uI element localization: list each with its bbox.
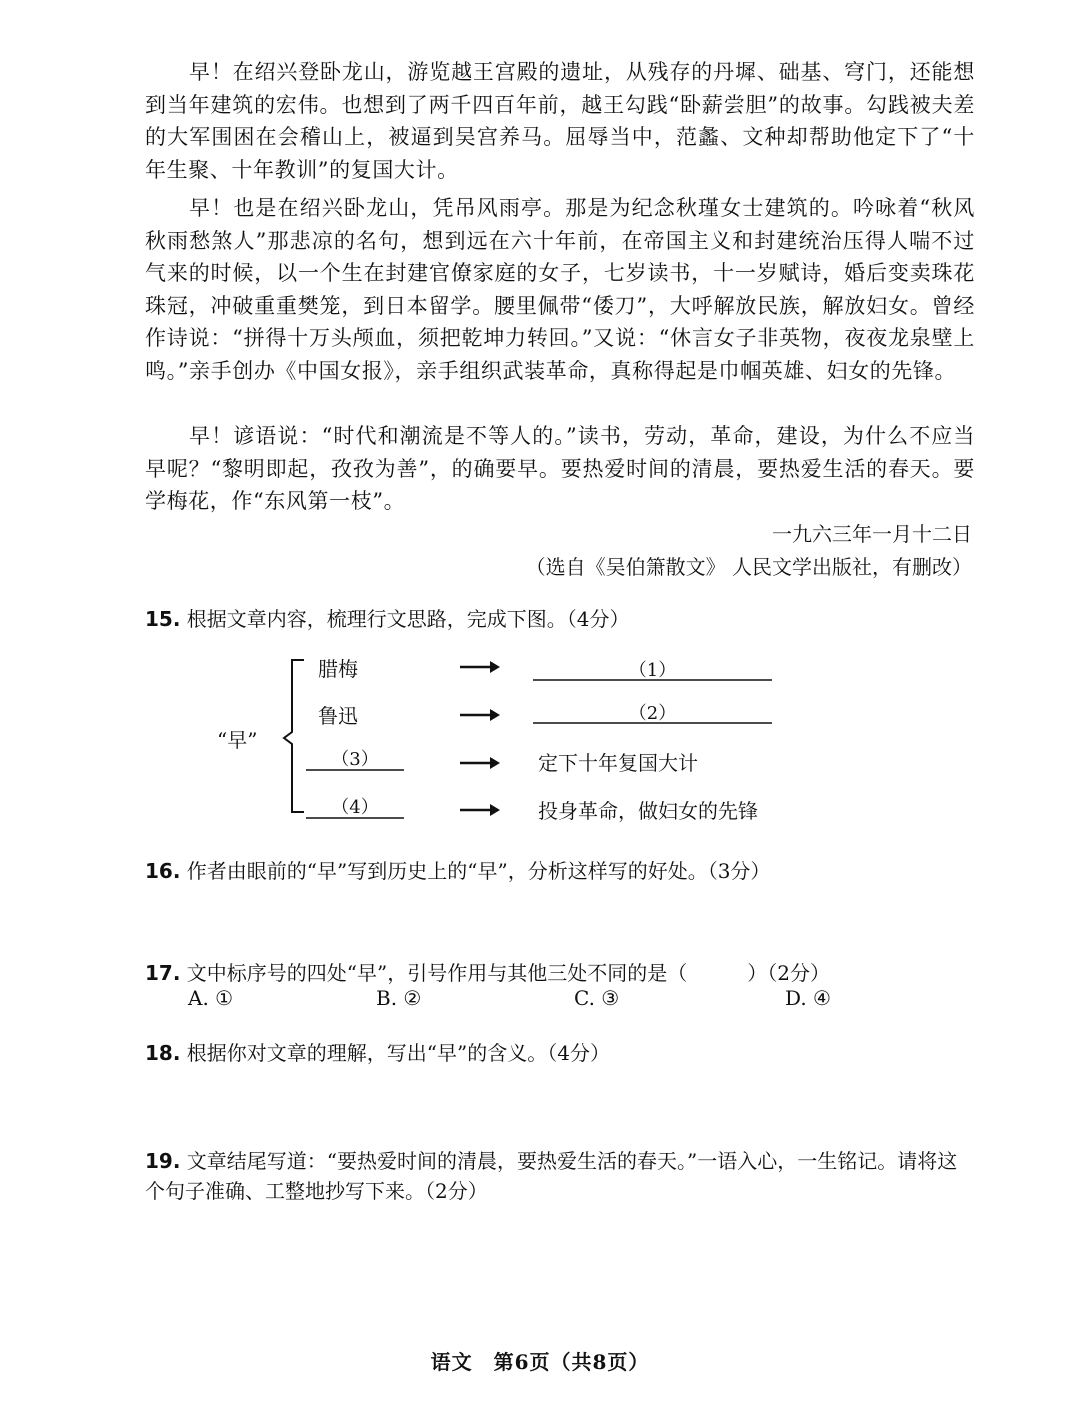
arrow-icon <box>460 709 500 721</box>
question-number: 19. <box>145 1149 181 1173</box>
question-17 <box>145 958 985 988</box>
blank-2-number: （2） <box>628 703 677 724</box>
question-16 <box>145 856 985 886</box>
question-text: 根据文章内容，梳理行文思路，完成下图。（4分） <box>186 607 630 631</box>
diagram-row1-label: 腊梅 <box>318 657 358 681</box>
passage-paragraph-3: 早！谚语说：“时代和潮流是不等人的。”读书，劳动，革命，建设，为什么不应当早呢？“黎明即起，孜孜为善”，的确要早。要热爱时间的清晨，要热爱生活的春天。要学梅花，作“东风第一枝”。 <box>145 424 975 513</box>
option-b[interactable]: B. ② <box>376 986 422 1010</box>
question-19 <box>145 1146 975 1206</box>
question-text: 作者由眼前的“早”写到历史上的“早”，分析这样写的好处。（3分） <box>186 859 771 883</box>
arrow-icon <box>460 661 500 673</box>
question-18 <box>145 1038 985 1068</box>
question-number: 15. <box>145 607 181 631</box>
diagram-row2-label: 鲁迅 <box>318 704 358 728</box>
question-15 <box>145 604 985 634</box>
passage-date: 一九六三年一月十二日 <box>772 522 972 546</box>
question-number: 16. <box>145 859 181 883</box>
blank-1-number: （1） <box>628 660 677 681</box>
question-17-options <box>188 986 948 1016</box>
question-number: 17. <box>145 961 181 985</box>
question-text: 文中标序号的四处“早”，引号作用与其他三处不同的是（ ）（2分） <box>186 961 830 985</box>
passage-paragraph-1: 早！在绍兴登卧龙山，游览越王宫殿的遗址，从残存的丹墀、础基、穹门，还能想到当年建筑的宏伟。也想到了两千四百年前，越王勾践“卧薪尝胆”的故事。勾践被夫差的大军围困在会稽山上，被逼到吴宫养马。屈辱当中，范蠡、文种却帮助他定下了“十年生聚、十年教训”的复国大计。 <box>145 60 975 182</box>
blank-4-number: （4） <box>331 797 379 818</box>
question-text: 文章结尾写道：“要热爱时间的清晨，要热爱生活的春天。”一语入心，一生铭记。请将这个句子准确、工整地抄写下来。（2分） <box>145 1149 958 1203</box>
option-d[interactable]: D. ④ <box>785 986 831 1010</box>
passage-source: （选自《吴伯箫散文》 人民文学出版社，有删改） <box>525 555 972 579</box>
page-footer: 语文 第6页（共8页） <box>430 1350 650 1374</box>
blank-3-number: （3） <box>331 749 379 770</box>
diagram-row3-result: 定下十年复国大计 <box>538 751 698 775</box>
option-a[interactable]: A. ① <box>188 986 234 1010</box>
diagram-row4-result: 投身革命，做妇女的先锋 <box>538 799 758 823</box>
brace-bracket <box>284 660 304 812</box>
passage-paragraph-2: 早！也是在绍兴卧龙山，凭吊风雨亭。那是为纪念秋瑾女士建筑的。吟咏着“秋风秋雨愁煞人”那悲凉的名句，想到远在六十年前，在帝国主义和封建统治压得人喘不过气来的时候，以一个生在封建官僚家庭的女子，七岁读书，十一岁赋诗，婚后变卖珠花珠冠，冲破重重樊笼，到日本留学。腰里佩带“倭刀”，大呼解放民族，解放妇女。曾经作诗说：“拼得十万头颅血，须把乾坤力转回。”又说：“休言女子非英物，夜夜龙泉壁上鸣。”亲手创办《中国女报》，亲手组织武装革命，真称得起是巾帼英雄、妇女的先锋。 <box>145 196 975 383</box>
question-number: 18. <box>145 1041 181 1065</box>
option-c[interactable]: C. ③ <box>574 986 620 1010</box>
question-text: 根据你对文章的理解，写出“早”的含义。（4分） <box>186 1041 610 1065</box>
diagram-root: “早” <box>217 728 258 752</box>
arrow-icon <box>460 757 500 769</box>
arrow-icon <box>460 804 500 816</box>
